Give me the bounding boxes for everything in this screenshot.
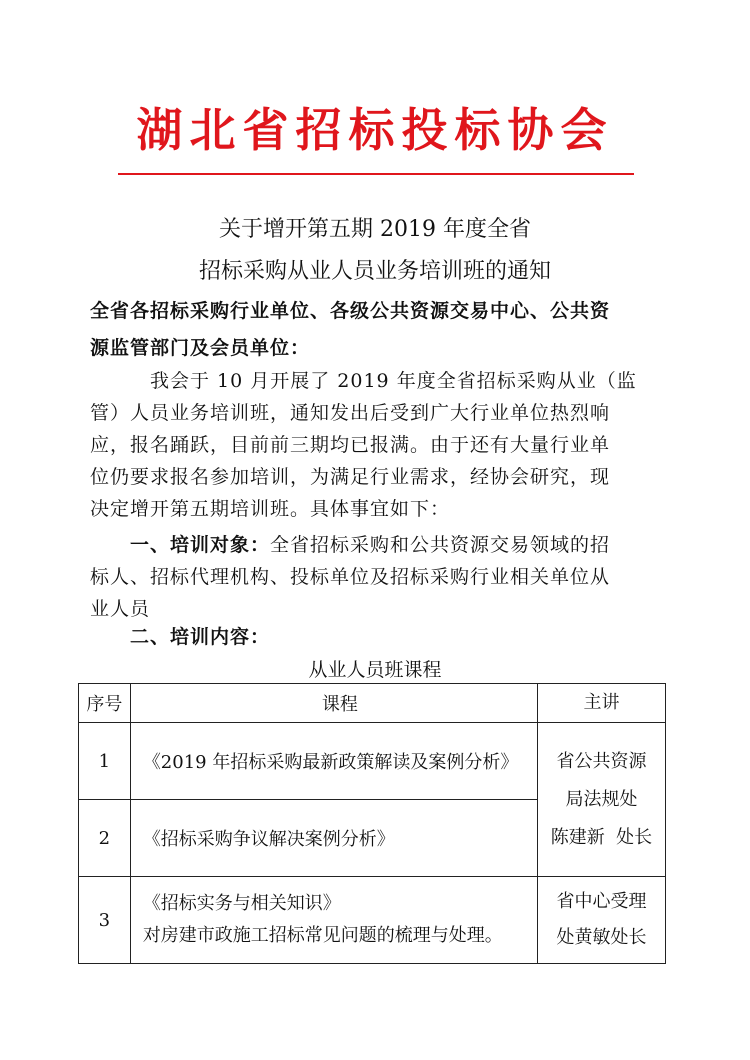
row-course: 《2019 年招标采购最新政策解读及案例分析》 [130,723,537,800]
header-course: 课程 [130,684,537,723]
notice-title-line2: 招标采购从业人员业务培训班的通知 [198,259,551,284]
body-line-4: 位仍要求报名参加培训，为满足行业需求，经协会研究，现 [90,466,611,488]
header-no: 序号 [79,684,131,723]
row-course [130,877,537,964]
lecturer-line: 省中心受理 [556,891,647,912]
row-no: 2 [79,800,131,877]
lecturer-cell [537,723,665,877]
addressee-line2: 源监管部门及会员单位： [90,337,311,359]
section1-line3: 业人员 [90,598,151,620]
course-table-caption: 从业人员班课程 [308,659,442,681]
lecturer-line: 陈建新 处长 [550,826,653,848]
body-line-3: 应，报名踊跃，目前前三期均已报满。由于还有大量行业单 [90,434,611,456]
section1-line1 [130,530,610,560]
notice-title-line1: 关于增开第五期 2019 年度全省 [219,217,531,242]
section2-heading: 二、培训内容： [130,626,271,648]
course-subtitle: 对房建市政施工招标常见问题的梳理与处理。 [142,925,503,946]
section1-text: 全省招标采购和公共资源交易领域的招 [270,534,611,556]
body-line-1: 我会于 10 月开展了 2019 年度全省招标采购从业（监 [150,370,637,392]
lecturer-cell [537,877,665,964]
addressee-line1: 全省各招标采购行业单位、各级公共资源交易中心、公共资 [90,300,611,322]
body-line-2: 管）人员业务培训班，通知发出后受到广大行业单位热烈响 [90,402,611,424]
table-row [79,877,666,964]
lecturer-line: 处黄敏处长 [556,927,647,948]
org-title: 湖北省招标投标协会 [136,103,614,157]
row-no: 1 [79,723,131,800]
lecturer-line: 省公共资源 [556,750,647,772]
row-course: 《招标采购争议解决案例分析》 [130,800,537,877]
section1-line2: 标人、招标代理机构、投标单位及招标采购行业相关单位从 [90,566,611,588]
table-row [79,723,666,800]
body-line-5: 决定增开第五期培训班。具体事宜如下： [90,498,451,520]
course-table [78,683,666,964]
course-title: 《招标实务与相关知识》 [142,893,341,914]
header-lecturer: 主讲 [537,684,665,723]
row-no: 3 [79,877,131,964]
title-rule [118,173,634,175]
lecturer-line: 局法规处 [565,788,638,810]
section1-heading: 一、培训对象： [130,534,271,556]
table-header-row [79,684,666,723]
